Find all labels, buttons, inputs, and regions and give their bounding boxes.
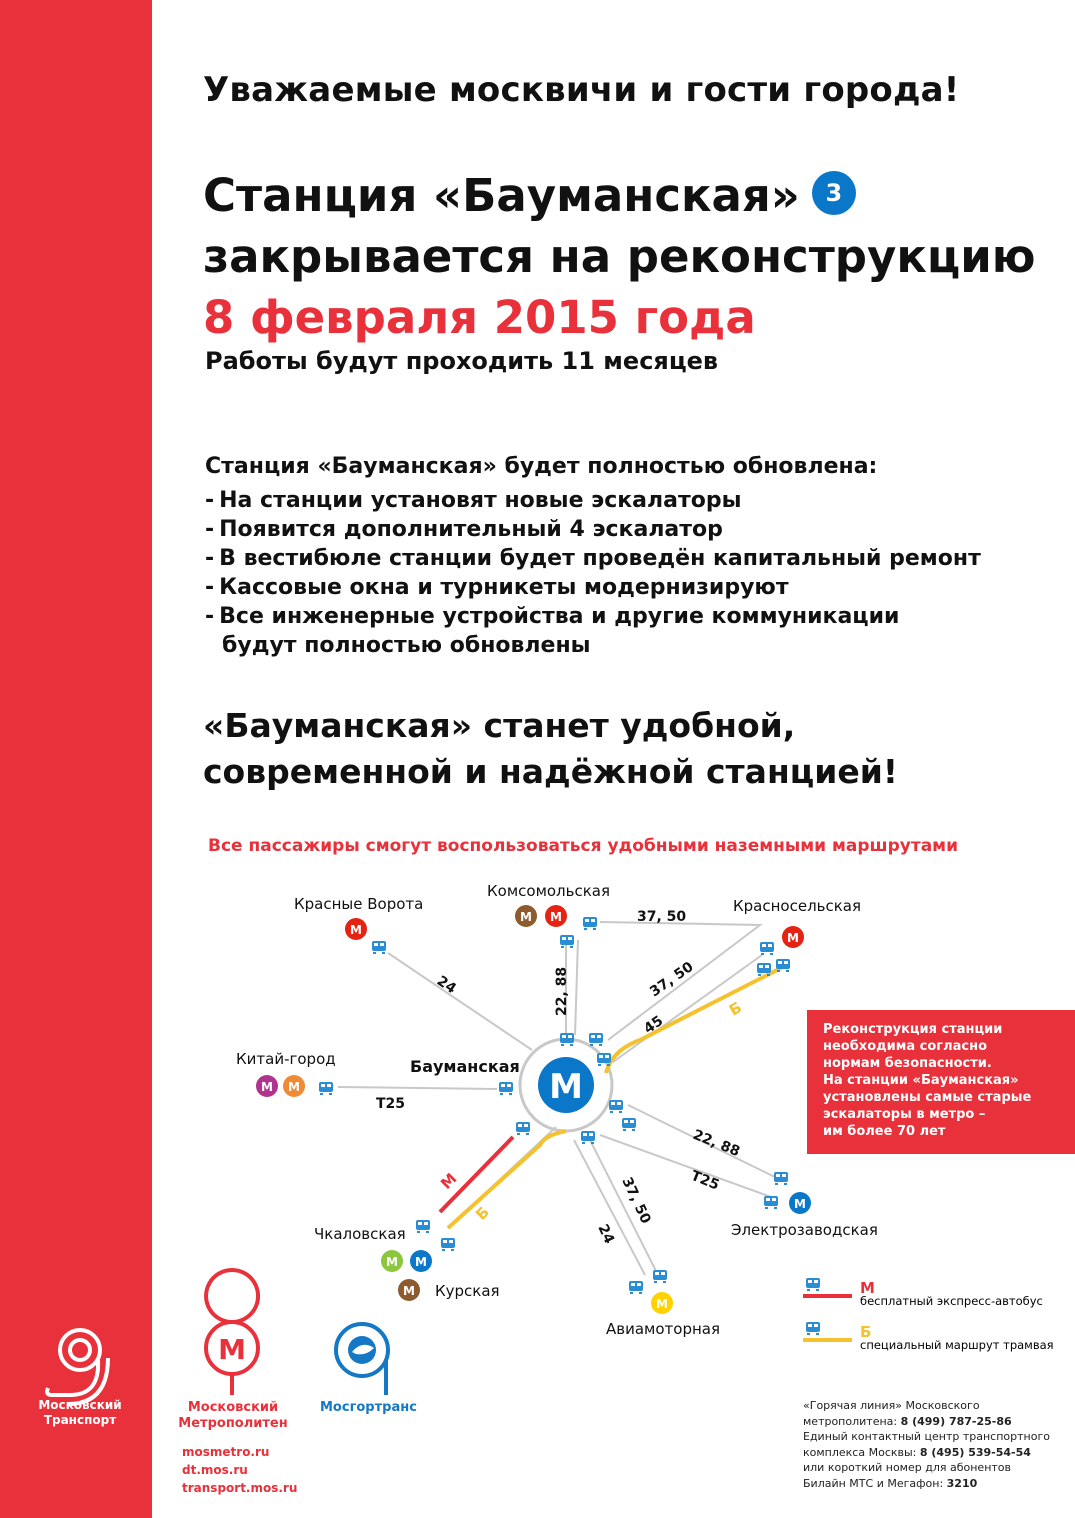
list-item-continuation: будут полностью обновлены [222, 633, 591, 658]
station-label-kitay-gorod: Китай-город [236, 1050, 336, 1068]
metro-circle-kitay-gorod-purple [256, 1075, 278, 1097]
station-label-chkalovskaya: Чкаловская [314, 1225, 406, 1243]
moscow-transport-logo-label: Московский Транспорт [38, 1398, 122, 1427]
list-item: - На станции установят новые эскалаторы [205, 488, 742, 513]
headline-station: Станция «Бауманская» [203, 169, 800, 222]
svg-text:М: М [350, 923, 362, 937]
moscow-metro-logo-icon [206, 1270, 258, 1395]
link-dt-mos[interactable]: dt.mos.ru [182, 1463, 248, 1477]
station-label-kurskaya: Курская [435, 1282, 500, 1300]
updates-intro: Станция «Бауманская» будет полностью обновлена: [205, 454, 878, 479]
svg-text:М: М [550, 910, 562, 924]
metro-circle-kurskaya-blue [410, 1250, 432, 1272]
hotline-phone: 8 (499) 787-25-86 [900, 1414, 1012, 1428]
metro-circle-krasnye-vorota [345, 918, 367, 940]
legend-tram-text: специальный маршрут трамвая [860, 1338, 1054, 1352]
closure-date: 8 февраля 2015 года [203, 291, 756, 344]
slogan-line-2: современной и надёжной станцией! [203, 752, 898, 791]
contact-center-phone: 8 (495) 539-54-54 [919, 1445, 1031, 1459]
route-label-37-50-top: 37, 50 [637, 909, 687, 925]
legend [803, 1278, 1054, 1352]
baumanskaya-metro-icon [538, 1057, 594, 1113]
bus-icon [806, 1278, 820, 1291]
list-item: - Кассовые окна и турникеты модернизируют [205, 575, 789, 600]
mosgortrans-logo-icon [336, 1324, 388, 1395]
link-transport-mos[interactable]: transport.mos.ru [182, 1481, 298, 1495]
legend-express-letter: М [860, 1279, 875, 1297]
route-label-37-50-south: 37, 50 [618, 1174, 654, 1227]
list-item: - Появится дополнительный 4 эскалатор [205, 517, 723, 542]
svg-text:М: М [218, 1333, 246, 1366]
info-box-safety: Реконструкция станции необходима согласно нормам безопасности. На станции «Бауманская» установлены самые старые эскалаторы в метро – им более 70 лет [807, 1010, 1075, 1154]
moscow-transport-logo-icon [47, 1330, 108, 1404]
station-label-elektrozavodskaya: Электрозаводская [731, 1221, 878, 1239]
contact-info: «Горячая линия» Московского метрополитена: 8 (499) 787-25-86 Единый контактный центр транспортного комплекса Москвы: 8 (495) 539-54-54 или короткий номер для абонентов Билайн МТС и Мегафон: 3210 [803, 1399, 1050, 1490]
link-mosmetro[interactable]: mosmetro.ru [182, 1445, 270, 1459]
svg-text:М: М [520, 910, 532, 924]
metro-circle-chkalovskaya [381, 1250, 403, 1272]
route-label-t25-west: T25 [376, 1096, 406, 1112]
metro-circle-elektrozavodskaya [789, 1192, 811, 1214]
metro-circle-aviamotornaya [651, 1292, 673, 1314]
routes-note: Все пассажиры смогут воспользоваться удобными наземными маршрутами [208, 836, 958, 856]
station-label-baumanskaya: Бауманская [410, 1057, 520, 1076]
list-item: - В вестибюле станции будет проведён капитальный ремонт [205, 546, 981, 571]
works-duration: Работы будут проходить 11 месяцев [205, 347, 719, 375]
moscow-metro-logo-label: Московский Метрополитен [178, 1400, 288, 1431]
slogan-line-1: «Бауманская» станет удобной, [203, 706, 796, 745]
route-label-37-50-ne: 37, 50 [647, 958, 697, 1001]
route-label-45: 45 [641, 1012, 667, 1038]
metro-circle-komsomolskaya-brown [515, 905, 537, 927]
svg-text:М: М [787, 931, 799, 945]
svg-text:М: М [386, 1255, 398, 1269]
svg-text:М: М [415, 1255, 427, 1269]
route-label-22-88-north: 22, 88 [554, 966, 570, 1016]
list-item: - Все инженерные устройства и другие коммуникации [205, 604, 900, 629]
road-to-krasnye-vorota [388, 953, 532, 1050]
svg-text:М: М [549, 1067, 583, 1107]
svg-text:М: М [656, 1297, 668, 1311]
mosgortrans-logo-label: Мосгортранс [320, 1400, 417, 1415]
short-number: 3210 [946, 1476, 978, 1490]
station-label-komsomolskaya: Комсомольская [487, 882, 611, 900]
metro-circle-kurskaya-brown [398, 1279, 420, 1301]
route-label-t25-se: T25 [688, 1167, 722, 1194]
svg-text:М: М [403, 1284, 415, 1298]
greeting: Уважаемые москвичи и гости города! [203, 70, 960, 110]
station-label-aviamotornaya: Авиамоторная [606, 1320, 720, 1338]
road-to-kitay-gorod [338, 1087, 497, 1089]
tram-route-label-sw: Б [472, 1203, 493, 1224]
tram-route-label-ne: Б [726, 998, 745, 1020]
headline-closure: закрывается на реконструкцию [203, 230, 1036, 283]
route-label-22-88-se: 22, 88 [690, 1126, 743, 1161]
legend-tram-letter: Б [860, 1323, 872, 1341]
svg-text:М: М [794, 1197, 806, 1211]
bus-icon [806, 1322, 820, 1335]
station-label-krasnye-vorota: Красные Ворота [294, 895, 424, 913]
express-route-label: М [437, 1169, 461, 1193]
metro-circle-krasnoselskaya [782, 926, 804, 948]
legend-express-text: бесплатный экспресс-автобус [860, 1294, 1043, 1308]
metro-line-3-badge: 3 [812, 171, 856, 215]
station-label-krasnoselskaya: Красносельская [733, 897, 862, 915]
metro-circle-komsomolskaya-red [545, 905, 567, 927]
svg-text:М: М [261, 1080, 273, 1094]
route-label-24-north: 24 [433, 973, 459, 998]
website-links [182, 1443, 297, 1497]
svg-text:М: М [288, 1080, 300, 1094]
route-label-24-south: 24 [594, 1221, 618, 1247]
metro-circle-kitay-gorod-orange [283, 1075, 305, 1097]
